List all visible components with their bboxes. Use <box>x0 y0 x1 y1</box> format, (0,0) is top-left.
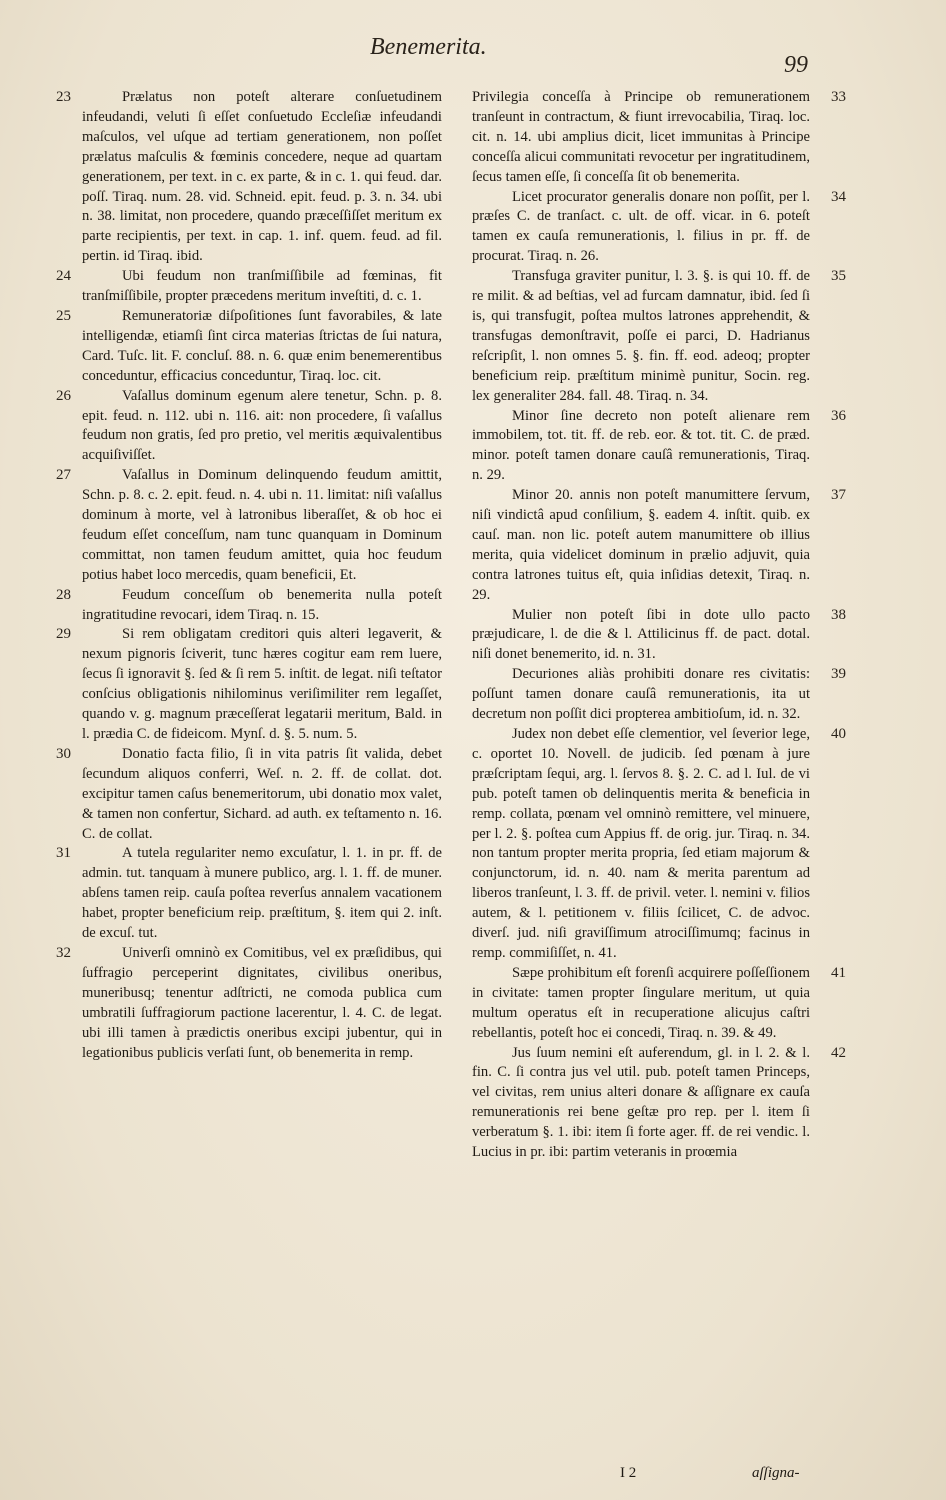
numbered-paragraph <box>56 625 442 744</box>
numbered-paragraph <box>56 307 442 387</box>
numbered-paragraph <box>56 267 442 307</box>
signature-mark: I 2 <box>620 1465 637 1481</box>
numbered-paragraph <box>56 745 442 845</box>
numbered-paragraph <box>472 407 846 487</box>
page-header <box>0 30 946 80</box>
paragraph-text: Vaſallus dominum egenum alere tenetur, Schn. p. 8. epit. feud. n. 112. ubi n. 116. ait: non procedere, ſi vaſallus feudum non gratis, ſed pro pretio, vel meritis æquivalentibus acquiſiviſſet. <box>82 387 442 464</box>
paragraph-text: Sæpe prohibitum eſt forenſi acquirere poſſeſſionem in civitate: tamen propter ſingulare meritum, ut quia multum operatus eſt in recuperatione alicujus caſtri rebellantis, poteſt hoc ei concedi, Tiraq. n. 39. & 49. <box>472 964 810 1041</box>
paragraph-number: 30 <box>56 745 71 762</box>
paragraph-text: Minor 20. annis non poteſt manumittere ſervum, niſi vindictâ apud conſilium, §. eadem 4. inſtit. quib. ex cauſ. man. non lic. poteſt autem manumittere ob illius merita, quia videlicet dominum in prælio adjuvit, quia contra latrones tuitus eſt, quia inſidias detexit, Tiraq. n. 29. <box>472 487 810 603</box>
numbered-paragraph <box>56 387 442 467</box>
paragraph-number: 33 <box>831 89 846 105</box>
page-footer <box>614 1465 814 1489</box>
paragraph-number: 23 <box>56 89 71 105</box>
numbered-paragraph <box>472 606 846 666</box>
paragraph-number: 35 <box>831 268 846 285</box>
paragraph-text: Privilegia conceſſa à Principe ob remunerationem tranſeunt in contractum, & fiunt irrevocabilia, Tiraq. loc. cit. n. 14. ubi amplius dicit, licet immunitas à Principe conceſſa alicui communitati revocetur per ingratitudinem, ſecus tamen eſſe, ſi conceſſa ſit ob benemerita. <box>472 89 810 185</box>
paragraph-text: Donatio facta filio, ſi in vita patris ſit valida, debet ſecundum aliquos conferri, Weſ. n. 2. ff. de collat. dot. excipitur tamen caſus benemeritorum, ubi donatio mox valet, & tamen non confertur, Sichard. ad auth. ex teſtamento n. 16. C. de collat. <box>82 745 442 842</box>
paragraph-number: 24 <box>56 268 71 285</box>
paragraph-text: Transfuga graviter punitur, l. 3. §. is qui 10. ff. de re milit. & ad beſtias, vel ad furcam damnatur, ibid. ſed ſi is, qui transfugit, poſtea multos latrones apprehendit, & transfugas demonſtravit, poſſe ei parci, D. Hadrianus reſcripſit, l. non omnes 5. §. fin. ff. eod. adeoq; propter beneficium reip. præſtitum minimè punitur, Socin. reg. lex generaliter 284. fall. 48. Tiraq. n. 34. <box>472 268 810 404</box>
paragraph-number: 42 <box>831 1044 846 1061</box>
paragraph-number: 32 <box>56 944 71 961</box>
paragraph-text: Prælatus non poteſt alterare conſuetudinem infeudandi, veluti ſi eſſet conſuetudo Eccleſiæ infeudandi maſculos, vel uſque ad tertiam generationem, non poſſet prælatus maſculis & fœminis concedere, neque ad quartam generationem, per text. in c. ex parte, & in c. 1. qui feud. dar. poſſ. Tiraq. num. 28. vid. Schneid. epit. feud. p. 3. n. 34. ubi n. 38. limitat, non procedere, quando præceſſiſſet meritum ex parte recipientis, per text. in cap. 1. inf. quem. feud. ad fil. pertin. id Tiraq. ibid. <box>82 89 442 265</box>
paragraph-number: 31 <box>56 845 71 862</box>
numbered-paragraph <box>472 486 846 605</box>
paragraph-text: Jus ſuum nemini eſt auferendum, gl. in l. 2. & l. fin. C. ſi contra jus vel util. pub. poteſt tamen Princeps, vel civitas, rem unius alteri donare & aſſignare ex cauſa remunerationis rei bene geſtæ pro rep. per l. item ſi verberatum §. 1. ibi: item ſi forte ager. ff. de rei vendic. l. Lucius in pr. ibi: partim veteranis in proœmia <box>472 1044 810 1161</box>
paragraph-text: Judex non debet eſſe clementior, vel ſeverior lege, c. oportet 10. Novell. de judicib. ſed pœnam à jure præſcriptam ſequi, arg. l. ſervos 8. §. 2. C. ad l. Iul. de vi pub. poteſt tamen ob delinquentis merita & beneficia in remp. collata, pœnam vel omninò remittere, vel minuere, per l. 2. §. poſtea cum Appius ff. de orig. jur. Tiraq. n. 34. non tantum propter merita propria, ſed etiam majorum & conjunctorum, id. n. 40. nam & merita parentum ad liberos tranſeunt, l. 3. ff. de privil. veter. l. nemini v. filios autem, & l. petitionem v. filiis ſcilicet, C. de advoc. diverſ. jud. niſi graviſſimum atrociſſimumq; facinus in remp. commiſiſſet, n. 41. <box>472 726 810 961</box>
paragraph-number: 37 <box>831 487 846 504</box>
paragraph-number: 39 <box>831 666 846 683</box>
paragraph-text: Decuriones aliàs prohibiti donare res civitatis: poſſunt tamen donare cauſâ remunerationis, ita ut decretum non poſſit dici propterea ambitioſum, id. n. 32. <box>472 666 810 723</box>
numbered-paragraph <box>472 1044 846 1163</box>
numbered-paragraph <box>472 88 846 188</box>
paragraph-text: Si rem obligatam creditori quis alteri legaverit, & nexum pignoris ſciverit, tunc hæres cogitur eam rem luere, ſecus ſi ignoravit §. ſed & ſi rem 5. inſtit. de legat. niſi teſtator conſcius obligationis nihilominus veriſimiliter rem legaſſet, quando v. g. magnum præceſſerat legatarii meritum, Bald. in l. prædia C. de fideicom. Mynſ. d. §. 5. num. 5. <box>82 626 442 742</box>
numbered-paragraph <box>472 188 846 268</box>
numbered-paragraph <box>56 586 442 626</box>
paragraph-number: 25 <box>56 307 71 324</box>
paragraph-text: A tutela regulariter nemo excuſatur, l. 1. in pr. ff. de admin. tut. tanquam à munere publico, arg. l. 1. ff. de muner. abſens tamen reip. cauſa poſtea reverſus annalem vacationem habet, propter beneficium reip. præſtitum, §. item qui 2. inſt. de excuſ. tut. <box>82 845 442 942</box>
paragraph-text: Mulier non poteſt ſibi in dote ullo pacto præjudicare, l. de die & l. Attilicinus ff. de pact. dotal. niſi donet benemerito, id. n. 31. <box>472 606 810 663</box>
right-column <box>472 88 846 1163</box>
paragraph-number: 29 <box>56 626 71 643</box>
paragraph-number: 34 <box>831 188 846 205</box>
numbered-paragraph <box>472 665 846 725</box>
paragraph-text: Univerſi omninò ex Comitibus, vel ex præſidibus, qui ſuffragio perceperint dignitates, civilibus oneribus, muneribusq; tenentur adſtricti, ne comoda publica cum umbratili ſuffragiorum pactione lacerentur, l. 4. C. de legat. ubi illi tamen à prædictis oneribus excipi jubentur, qui in legationibus publicis verſati ſunt, ob benemerita in remp. <box>82 944 442 1061</box>
paragraph-text: Ubi feudum non tranſmiſſibile ad fœminas, fit tranſmiſſibile, propter præcedens meritum inveſtiti, d. c. 1. <box>82 268 442 305</box>
paragraph-number: 40 <box>831 726 846 742</box>
numbered-paragraph <box>56 88 442 267</box>
left-column <box>56 88 442 1063</box>
paragraph-text: Remuneratoriæ diſpoſitiones ſunt favorabiles, & late intelligendæ, etiamſi ſint circa materias ſtrictas de ſui natura, Card. Tuſc. lit. F. concluſ. 88. n. 6. quæ enim benemerentibus conceduntur, efficacius conceduntur, Tiraq. loc. cit. <box>82 307 442 384</box>
page-number: 99 <box>784 52 808 78</box>
paragraph-number: 26 <box>56 387 71 404</box>
paragraph-number: 27 <box>56 467 71 484</box>
numbered-paragraph <box>56 844 442 944</box>
paragraph-text: Licet procurator generalis donare non poſſit, per l. præſes C. de tranſact. c. ult. de off. vicar. in 6. poteſt tamen ex cauſa remunerationis, l. filius in pr. ff. de procurat. Tiraq. n. 26. <box>472 188 810 265</box>
numbered-paragraph <box>472 964 846 1044</box>
paragraph-number: 28 <box>56 586 71 603</box>
numbered-paragraph <box>472 725 846 964</box>
paragraph-number: 41 <box>831 964 846 981</box>
paragraph-text: Vaſallus in Dominum delinquendo feudum amittit, Schn. p. 8. c. 2. epit. feud. n. 4. ubi n. 11. limitat: niſi vaſallus dominum à morte, vel à latronibus liberaſſet, & ob hoc ei feudum eſſet conceſſum, nam tunc quanquam in Dominum committat, non tamen feudum amittet, quia hoc feudum potius habet loco mercedis, quam beneficii, Et. <box>82 467 442 583</box>
paragraph-text: Feudum conceſſum ob benemerita nulla poteſt ingratitudine revocari, idem Tiraq. n. 15. <box>82 586 442 623</box>
numbered-paragraph <box>56 466 442 585</box>
paragraph-number: 36 <box>831 407 846 424</box>
numbered-paragraph <box>56 944 442 1063</box>
paragraph-number: 38 <box>831 606 846 623</box>
catchword: aſſigna- <box>752 1465 800 1481</box>
running-title: Benemerita. <box>370 34 487 60</box>
paragraph-text: Minor ſine decreto non poteſt alienare rem immobilem, tot. tit. ff. de reb. eor. & tot. tit. C. de præd. minor. poteſt tamen donare cauſâ remunerationis, Tiraq. n. 29. <box>472 407 810 484</box>
numbered-paragraph <box>472 267 846 406</box>
